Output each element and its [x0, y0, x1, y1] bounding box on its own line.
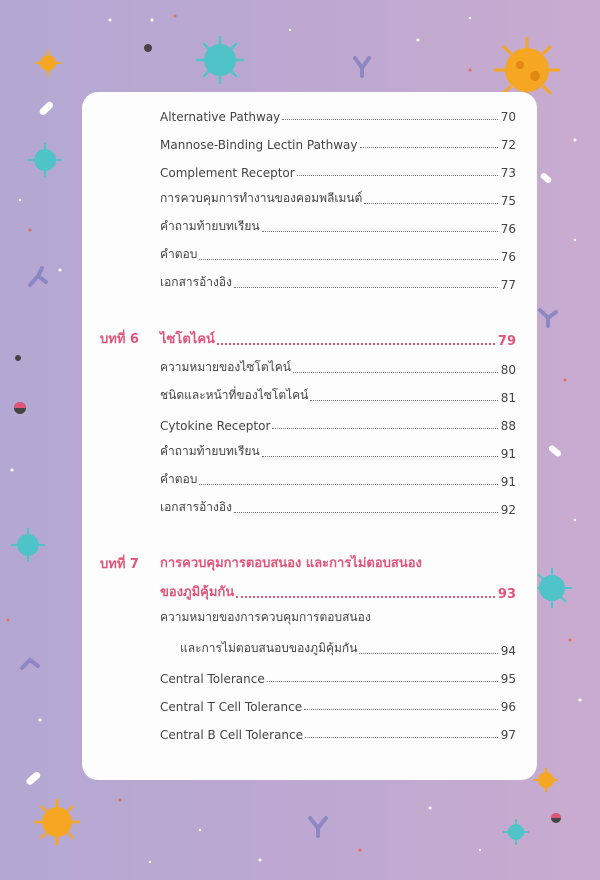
- toc-entry[interactable]: [160, 102, 516, 124]
- toc-entry[interactable]: [160, 439, 516, 461]
- toc-entry[interactable]: [160, 158, 516, 180]
- toc-entry-title: Central Tolerance: [160, 672, 265, 686]
- leader-dots: [217, 342, 495, 345]
- toc-entry[interactable]: [160, 608, 516, 630]
- toc-entry-title: การควบคุมการทำงานของคอมพลีเมนต์: [160, 191, 363, 205]
- toc-entry-title: Alternative Pathway: [160, 110, 281, 124]
- toc-entry[interactable]: [160, 355, 516, 377]
- toc-entry[interactable]: [160, 270, 516, 292]
- chapter-title: ของภูมิคุ้มกัน: [160, 585, 235, 600]
- toc-entry-title: คำตอบ: [160, 472, 198, 486]
- toc-entry-page: 76: [500, 222, 516, 236]
- chapter-6-number: บทที่ 6: [100, 332, 139, 347]
- toc-entry-page: 80: [500, 363, 516, 377]
- virus-icon: [196, 36, 244, 84]
- toc-entry-title: เอกสารอ้างอิง: [160, 275, 232, 289]
- virus-icon: [11, 528, 45, 562]
- toc-entry-title: ชนิดและหน้าที่ของไซโตไคน์: [160, 388, 309, 402]
- toc-entry-title: ความหมายของการควบคุมการตอบสนอง: [160, 610, 371, 624]
- leader-dots: [234, 511, 498, 513]
- toc-entry[interactable]: [160, 214, 516, 236]
- toc-entry-title: คำถามท้ายบทเรียน: [160, 444, 260, 458]
- toc-entry-title: เอกสารอ้างอิง: [160, 500, 232, 514]
- chapter-page: 79: [497, 334, 516, 349]
- chapter-7-heading-line1[interactable]: [160, 552, 516, 574]
- toc-entry[interactable]: [160, 186, 516, 208]
- toc-entry-title: Central B Cell Tolerance: [160, 728, 304, 742]
- toc-entry-page: 97: [500, 728, 516, 742]
- leader-dots: [267, 680, 498, 682]
- toc-entry-page: 88: [500, 419, 516, 433]
- leader-dots: [199, 483, 497, 485]
- chapter-7-number: บทที่ 7: [100, 557, 139, 572]
- toc-entry-page: 76: [500, 250, 516, 264]
- toc-entry[interactable]: [180, 636, 516, 658]
- leader-dots: [304, 708, 498, 710]
- virus-icon: [532, 568, 572, 608]
- toc-entry-title: คำตอบ: [160, 247, 198, 261]
- chapter-title: การควบคุมการตอบสนอง และการไม่ตอบสนอง: [160, 556, 422, 571]
- leader-dots: [364, 202, 497, 204]
- toc-entry-title: Central T Cell Tolerance: [160, 700, 303, 714]
- toc-entry-title: ความหมายของไซโตไคน์: [160, 360, 291, 374]
- toc-entry-title: และการไม่ตอบสนอบของภูมิคุ้มกัน: [180, 641, 358, 655]
- toc-entry[interactable]: [160, 242, 516, 264]
- leader-dots: [360, 146, 498, 148]
- virus-icon: [35, 50, 61, 76]
- toc-entry-page: 91: [500, 447, 516, 461]
- leader-dots: [199, 258, 497, 260]
- toc-entry[interactable]: [160, 411, 516, 433]
- toc-entry-title: คำถามท้ายบทเรียน: [160, 219, 260, 233]
- toc-entry-page: 81: [500, 391, 516, 405]
- toc-entry-title: Cytokine Receptor: [160, 419, 271, 433]
- chapter-page: 93: [497, 587, 516, 602]
- leader-dots: [236, 595, 495, 598]
- leader-dots: [262, 230, 498, 232]
- toc-card: [82, 92, 537, 780]
- toc-entry-title: Complement Receptor: [160, 166, 295, 180]
- toc-entry-title: Mannose-Binding Lectin Pathway: [160, 138, 358, 152]
- toc-entry[interactable]: [160, 495, 516, 517]
- leader-dots: [262, 455, 498, 457]
- toc-entry-page: 94: [500, 644, 516, 658]
- chapter-6-heading[interactable]: [160, 327, 516, 349]
- leader-dots: [305, 736, 498, 738]
- toc-entry-page: 70: [500, 110, 516, 124]
- chapter-7-heading-line2[interactable]: [160, 580, 516, 602]
- toc-entry-page: 77: [500, 278, 516, 292]
- leader-dots: [359, 652, 497, 654]
- leader-dots: [293, 371, 498, 373]
- toc-entry[interactable]: [160, 383, 516, 405]
- leader-dots: [297, 174, 498, 176]
- toc-entry-page: 92: [500, 503, 516, 517]
- virus-icon: [534, 768, 558, 792]
- leader-dots: [310, 399, 497, 401]
- virus-icon: [28, 143, 62, 177]
- leader-dots: [234, 286, 498, 288]
- virus-icon: [503, 819, 529, 845]
- toc-entry[interactable]: [160, 467, 516, 489]
- toc-entry-page: 72: [500, 138, 516, 152]
- toc-entry-page: 75: [500, 194, 516, 208]
- virus-icon: [34, 799, 80, 845]
- toc-entry[interactable]: [160, 692, 516, 714]
- toc-entry[interactable]: [160, 130, 516, 152]
- toc-entry[interactable]: [160, 664, 516, 686]
- leader-dots: [272, 427, 497, 429]
- leader-dots: [282, 118, 497, 120]
- toc-entry-page: 91: [500, 475, 516, 489]
- toc-entry-page: 95: [500, 672, 516, 686]
- toc-entry-page: 96: [500, 700, 516, 714]
- chapter-title: ไซโตไคน์: [160, 332, 215, 347]
- toc-entry[interactable]: [160, 720, 516, 742]
- toc-entry-page: 73: [500, 166, 516, 180]
